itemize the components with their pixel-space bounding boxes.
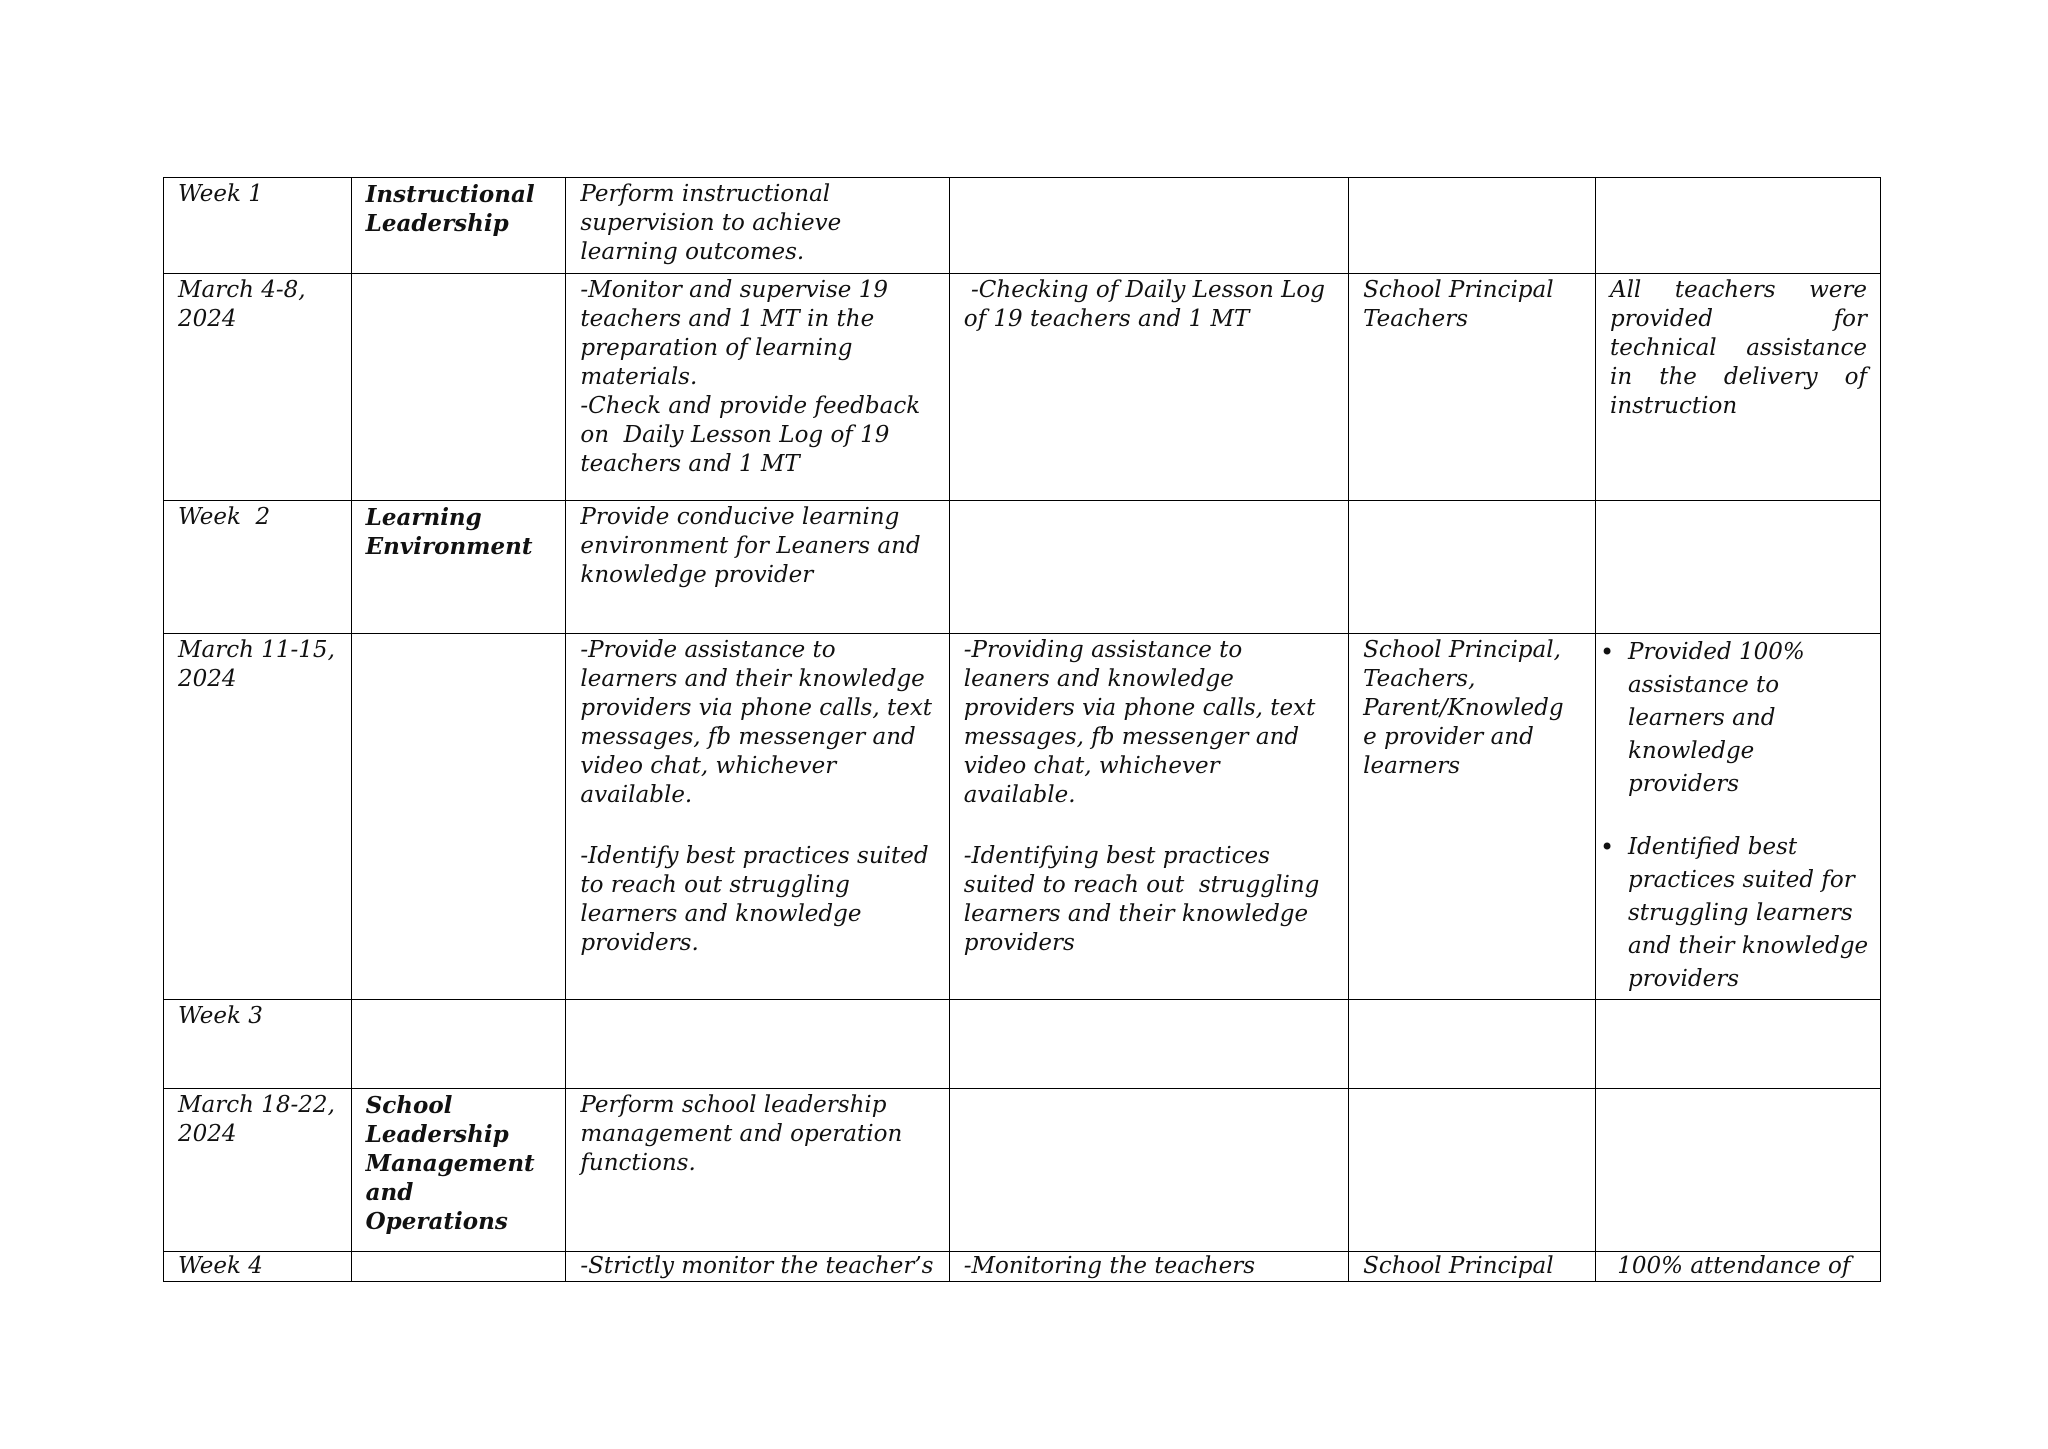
table-row xyxy=(164,1000,1881,1089)
output-text: knowledge xyxy=(1627,738,1755,764)
objective-text: -Monitor and supervise 19 xyxy=(580,277,888,303)
persons-involved-cell xyxy=(1349,634,1596,1000)
objective-text: teachers and 1 MT xyxy=(580,451,800,477)
activity-text: available. xyxy=(963,782,1076,808)
domain-label: Leadership xyxy=(365,210,509,237)
activity-text: -Providing assistance to xyxy=(963,637,1243,663)
activity-text: of 19 teachers and 1 MT xyxy=(963,306,1250,332)
objective-text: -Strictly monitor the teacher’s xyxy=(580,1253,934,1279)
output-cell xyxy=(1595,1252,1880,1282)
date-cell xyxy=(164,274,352,501)
objective-text: knowledge provider xyxy=(580,562,814,588)
activity-text: learners and their knowledge xyxy=(963,901,1309,927)
activity-cell xyxy=(949,501,1348,634)
objective-text: teachers and 1 MT in the xyxy=(580,306,875,332)
date-cell xyxy=(164,1089,352,1252)
output-text: • Identified best xyxy=(1627,834,1798,860)
activity-text: -Monitoring the teachers xyxy=(963,1253,1255,1279)
table-row xyxy=(164,1252,1881,1282)
table-row xyxy=(164,634,1881,1000)
output-text: All teachers were provided for technical assistance in the delivery of instruction xyxy=(1609,277,1867,419)
objective-text: messages, fb messenger and xyxy=(580,724,916,750)
week-cell xyxy=(164,1252,352,1282)
objective-text: preparation of learning xyxy=(580,335,853,361)
objective-text: -Provide assistance to xyxy=(580,637,836,663)
output-cell xyxy=(1595,1089,1880,1252)
output-text: assistance to xyxy=(1627,672,1780,698)
person-text: School Principal xyxy=(1363,1253,1554,1279)
objective-text: supervision to achieve xyxy=(580,210,842,236)
objective-cell xyxy=(566,1000,949,1089)
activity-text: suited to reach out struggling xyxy=(963,872,1320,898)
objective-cell xyxy=(566,274,949,501)
output-bullet-item xyxy=(1614,636,1874,801)
output-cell xyxy=(1595,274,1880,501)
objective-text: -Identify best practices suited xyxy=(580,843,929,869)
domain-cell xyxy=(351,178,566,274)
date-label: March 11-15, xyxy=(178,637,335,663)
domain-label: School xyxy=(365,1092,453,1119)
objective-text: environment for Leaners and xyxy=(580,533,921,559)
output-cell xyxy=(1595,634,1880,1000)
objective-text: management and operation xyxy=(580,1121,903,1147)
activity-text: leaners and knowledge xyxy=(963,666,1234,692)
objective-text: on Daily Lesson Log of 19 xyxy=(580,422,890,448)
output-cell xyxy=(1595,1000,1880,1089)
domain-cell xyxy=(351,634,566,1000)
table-row xyxy=(164,501,1881,634)
objective-text: Perform instructional xyxy=(580,181,831,207)
date-label: 2024 xyxy=(178,306,237,332)
domain-cell xyxy=(351,1000,566,1089)
objective-cell xyxy=(566,1089,949,1252)
objective-cell xyxy=(566,178,949,274)
domain-cell xyxy=(351,1089,566,1252)
persons-involved-cell xyxy=(1349,1089,1596,1252)
activity-cell xyxy=(949,1000,1348,1089)
objective-cell xyxy=(566,501,949,634)
objective-text: Provide conducive learning xyxy=(580,504,900,530)
activity-cell xyxy=(949,178,1348,274)
persons-involved-cell xyxy=(1349,178,1596,274)
person-text: Teachers, xyxy=(1363,666,1476,692)
week-cell xyxy=(164,1000,352,1089)
domain-label: and xyxy=(365,1179,414,1206)
activity-text: -Checking of Daily Lesson Log xyxy=(963,277,1325,303)
output-bullet-item xyxy=(1614,831,1874,996)
domain-label: Instructional xyxy=(365,181,535,208)
paragraph-gap xyxy=(580,810,935,842)
domain-label: Learning xyxy=(365,504,482,531)
domain-label: Environment xyxy=(365,533,533,560)
activity-text: video chat, whichever xyxy=(963,753,1220,779)
objective-text: providers via phone calls, text xyxy=(580,695,933,721)
activity-text: -Identifying best practices xyxy=(963,843,1270,869)
persons-involved-cell xyxy=(1349,274,1596,501)
output-text: providers xyxy=(1627,966,1740,992)
objective-text: to reach out struggling xyxy=(580,872,850,898)
person-text: Teachers xyxy=(1363,306,1469,332)
domain-cell xyxy=(351,1252,566,1282)
objective-text: -Check and provide feedback xyxy=(580,393,921,419)
domain-cell xyxy=(351,501,566,634)
paragraph-gap xyxy=(964,810,1335,842)
week-cell xyxy=(164,178,352,274)
objective-cell xyxy=(566,634,949,1000)
person-text: e provider and xyxy=(1363,724,1534,750)
persons-involved-cell xyxy=(1349,1252,1596,1282)
objective-text: Perform school leadership xyxy=(580,1092,887,1118)
activity-cell xyxy=(949,274,1348,501)
objective-text: providers. xyxy=(580,930,699,956)
objective-text: learners and knowledge xyxy=(580,901,862,927)
week-label: Week 2 xyxy=(178,504,271,530)
week-label: Week 3 xyxy=(178,1003,263,1029)
table-row xyxy=(164,178,1881,274)
activity-cell xyxy=(949,1089,1348,1252)
domain-label: Operations xyxy=(365,1208,508,1235)
date-label: 2024 xyxy=(178,666,237,692)
output-cell xyxy=(1595,178,1880,274)
domain-label: Leadership xyxy=(365,1121,509,1148)
date-label: March 4-8, xyxy=(178,277,306,303)
week-label: Week 4 xyxy=(178,1253,263,1279)
objective-cell xyxy=(566,1252,949,1282)
person-text: School Principal xyxy=(1363,277,1554,303)
output-cell xyxy=(1595,501,1880,634)
objective-text: available. xyxy=(580,782,693,808)
domain-cell xyxy=(351,274,566,501)
table-row xyxy=(164,274,1881,501)
date-label: 2024 xyxy=(178,1121,237,1147)
output-text: 100% attendance of xyxy=(1609,1253,1851,1279)
objective-text: video chat, whichever xyxy=(580,753,837,779)
output-text: providers xyxy=(1627,771,1740,797)
persons-involved-cell xyxy=(1349,1000,1596,1089)
table-row xyxy=(164,1089,1881,1252)
persons-involved-cell xyxy=(1349,501,1596,634)
output-text: and their knowledge xyxy=(1627,933,1869,959)
output-text: learners and xyxy=(1627,705,1776,731)
output-text: struggling learners xyxy=(1627,900,1853,926)
date-label: March 18-22, xyxy=(178,1092,335,1118)
output-text: • Provided 100% xyxy=(1627,639,1805,665)
person-text: learners xyxy=(1363,753,1461,779)
week-label: Week 1 xyxy=(178,181,263,207)
activity-text: providers via phone calls, text xyxy=(963,695,1316,721)
activity-cell xyxy=(949,1252,1348,1282)
output-text: practices suited for xyxy=(1627,867,1855,893)
objective-text: learning outcomes. xyxy=(580,239,805,265)
output-bullet-list xyxy=(1600,636,1874,996)
activity-text: messages, fb messenger and xyxy=(963,724,1300,750)
activity-text: providers xyxy=(963,930,1075,956)
objective-text: learners and their knowledge xyxy=(580,666,925,692)
activity-cell xyxy=(949,634,1348,1000)
week-cell xyxy=(164,501,352,634)
date-cell xyxy=(164,634,352,1000)
objective-text: materials. xyxy=(580,364,698,390)
person-text: School Principal, xyxy=(1363,637,1561,663)
objective-text: functions. xyxy=(580,1150,696,1176)
person-text: Parent/Knowledg xyxy=(1363,695,1564,721)
action-plan-table xyxy=(163,177,1881,1282)
domain-label: Management xyxy=(365,1150,535,1177)
